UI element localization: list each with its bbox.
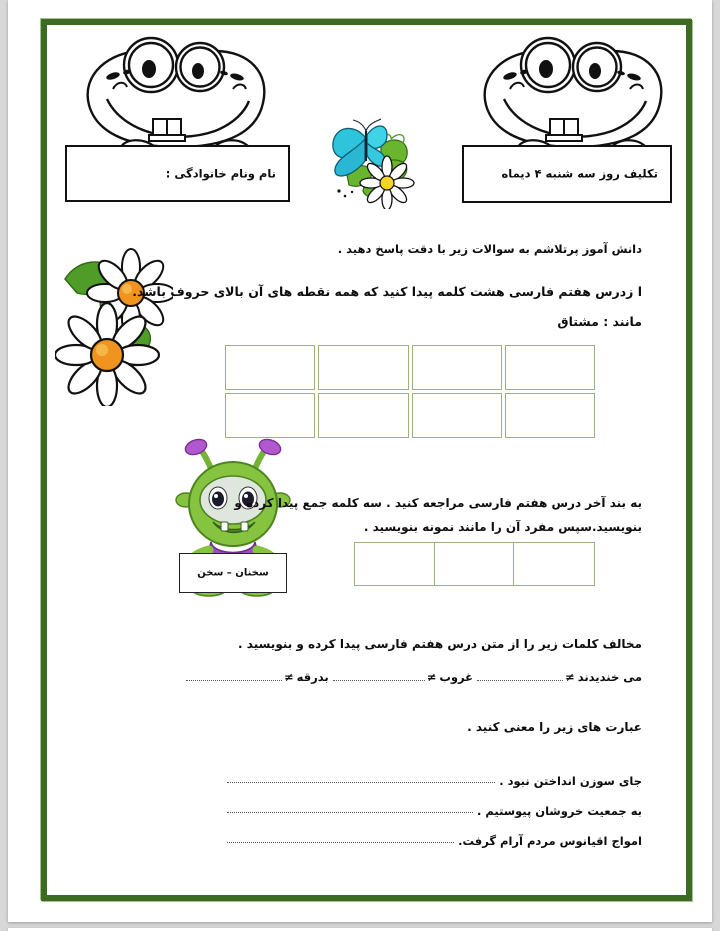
answer-cell[interactable] — [318, 345, 408, 390]
intro-instruction: دانش آموز پرتلاشم به سوالات زیر با دقت پاسخ دهید . — [337, 242, 642, 256]
antonym-item-2 — [333, 670, 473, 684]
sentence-text: به جمعیت خروشان پیوستیم . — [476, 804, 642, 818]
sentence-answer-blank[interactable] — [227, 841, 454, 843]
not-equal-icon: ≠ — [283, 670, 294, 684]
antonym-item-3 — [186, 670, 329, 684]
exercise-1-answer-grid — [225, 345, 595, 438]
answer-cell[interactable] — [318, 393, 408, 438]
not-equal-icon: ≠ — [426, 670, 437, 684]
sentence-text: جای سوزن انداختن نبود . — [499, 774, 642, 788]
exercise-4-sentence-row-3 — [227, 834, 642, 848]
antonym-word: بدرقه — [296, 670, 329, 684]
answer-cell[interactable] — [225, 345, 315, 390]
exercise-4-instruction: عبارت های زیر را معنی کنید . — [467, 720, 642, 734]
exercise-3-antonym-row — [227, 670, 642, 684]
page-sheet-1 — [8, 0, 712, 922]
alien-sign-label: سخنان – سخن — [197, 567, 269, 579]
sentence-text: امواج اقیانوس مردم آرام گرفت. — [458, 834, 642, 848]
butterfly-daisy-icon — [325, 117, 421, 213]
exercise-2-instruction-line-1: به بند آخر درس هفتم فارسی مراجعه کنید . سه کلمه جمع پیدا کرده و — [234, 496, 642, 510]
exercise-1-example: مانند : مشتاق — [557, 314, 642, 329]
antonym-word: غروب — [439, 670, 474, 684]
answer-cell[interactable] — [435, 543, 515, 585]
daisy-flowers-icon — [55, 241, 173, 410]
answer-cell[interactable] — [225, 393, 315, 438]
exercise-2-instruction-line-2: بنویسید.سپس مفرد آن را مانند نمونه بنویسید . — [363, 520, 642, 534]
student-name-sign — [65, 145, 290, 202]
student-name-label: نام ونام خانوادگی : — [165, 166, 276, 181]
answer-cell[interactable] — [412, 345, 502, 390]
sentence-answer-blank[interactable] — [227, 811, 473, 813]
worksheet-content-area — [47, 25, 686, 895]
answer-cell[interactable] — [355, 543, 435, 585]
exercise-3-instruction: مخالف کلمات زیر را از متن درس هفتم فارسی پیدا کرده و بنویسید . — [238, 637, 642, 651]
not-equal-icon: ≠ — [565, 670, 575, 684]
antonym-answer-blank[interactable] — [477, 679, 563, 681]
exercise-2-answer-grid — [354, 542, 595, 586]
exercise-1-instruction-line-1: ا زدرس هفتم فارسی هشت کلمه پیدا کنید که همه نقطه های آن بالای حروف باشد. — [132, 284, 642, 299]
answer-cell[interactable] — [505, 393, 595, 438]
answer-cell[interactable] — [514, 543, 594, 585]
answer-cell[interactable] — [505, 345, 595, 390]
antonym-word: می خندیدند — [577, 670, 642, 684]
exercise-4-sentence-row-1 — [227, 774, 642, 788]
alien-example-sign — [179, 553, 287, 593]
answer-cell[interactable] — [412, 393, 502, 438]
exercise-4-sentence-row-2 — [227, 804, 642, 818]
antonym-answer-blank[interactable] — [186, 679, 282, 681]
assignment-date-label: تکلیف روز سه شنبه ۴ دیماه — [501, 166, 658, 181]
sentence-answer-blank[interactable] — [227, 781, 495, 783]
antonym-answer-blank[interactable] — [333, 679, 425, 681]
assignment-date-sign — [462, 145, 672, 203]
antonym-item-1 — [477, 670, 642, 684]
